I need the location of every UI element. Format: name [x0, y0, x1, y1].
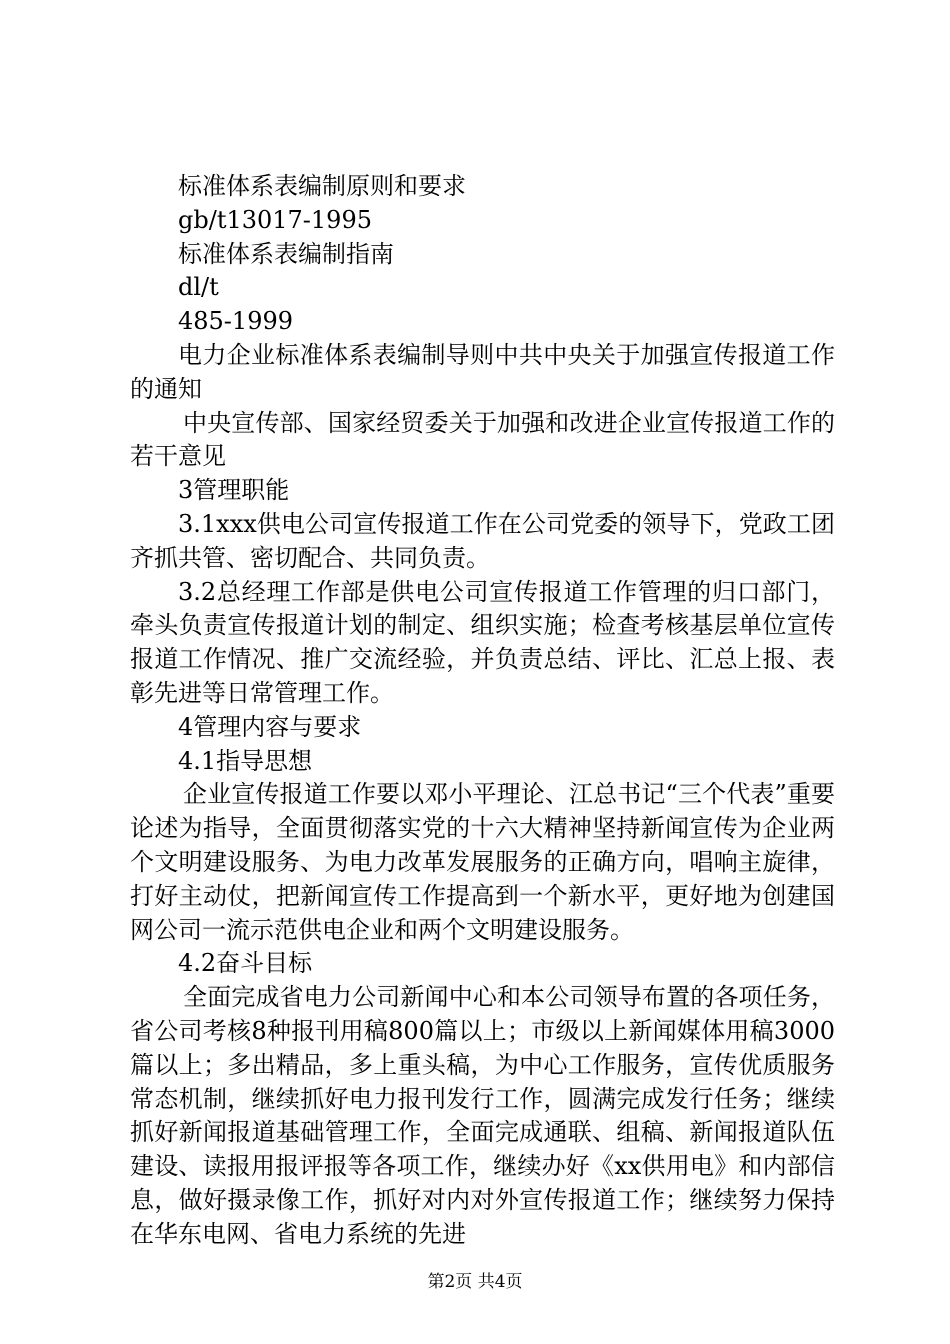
reference-title-2: 标准体系表编制指南	[178, 239, 394, 268]
section-heading-3: 3管理职能	[178, 476, 290, 505]
reference-code-2a: dl/t	[178, 273, 219, 302]
clause-3-2: 3.2总经理工作部是供电公司宣传报道工作管理的归口部门，牵头负责宣传报道计划的制定、组织实施；检查考核基层单位宣传报道工作情况、推广交流经验，并负责总结、评比、汇总上报、表彰先进等日常管理工作。	[130, 577, 835, 707]
reference-code-1: gb/t13017-1995	[178, 205, 372, 234]
reference-paragraph-2: 中央宣传部、国家经贸委关于加强和改进企业宣传报道工作的若干意见	[130, 408, 835, 471]
section-heading-4: 4管理内容与要求	[178, 712, 362, 741]
document-body	[130, 170, 835, 1252]
subsection-heading-4-2: 4.2奋斗目标	[178, 949, 313, 978]
clause-3-1: 3.1xxx供电公司宣传报道工作在公司党委的领导下，党政工团齐抓共管、密切配合、共同负责。	[130, 509, 835, 572]
page-footer: 第2页 共4页	[427, 1272, 523, 1292]
reference-code-2b: 485-1999	[178, 307, 293, 336]
clause-4-1-body: 企业宣传报道工作要以邓小平理论、江总书记“三个代表”重要论述为指导，全面贯彻落实党的十六大精神坚持新闻宣传为企业两个文明建设服务、为电力改革发展服务的正确方向，唱响主旋律，打好主动仗，把新闻宣传工作提高到一个新水平，更好地为创建国网公司一流示范供电企业和两个文明建设服务。	[130, 780, 835, 944]
clause-4-2-body: 全面完成省电力公司新闻中心和本公司领导布置的各项任务，省公司考核8种报刊用稿800篇以上；市级以上新闻媒体用稿3000篇以上；多出精品，多上重头稿，为中心工作服务，宣传优质服务常态机制，继续抓好电力报刊发行工作，圆满完成发行任务；继续抓好新闻报道基础管理工作，全面完成通联、组稿、新闻报道队伍建设、读报用报评报等各项工作，继续办好《xx供用电》和内部信息，做好摄录像工作，抓好对内对外宣传报道工作；继续努力保持在华东电网、省电力系统的先进	[130, 983, 835, 1248]
subsection-heading-4-1: 4.1指导思想	[178, 746, 313, 775]
reference-paragraph-1: 电力企业标准体系表编制导则中共中央关于加强宣传报道工作的通知	[130, 340, 835, 403]
reference-title-1: 标准体系表编制原则和要求	[178, 172, 466, 200]
